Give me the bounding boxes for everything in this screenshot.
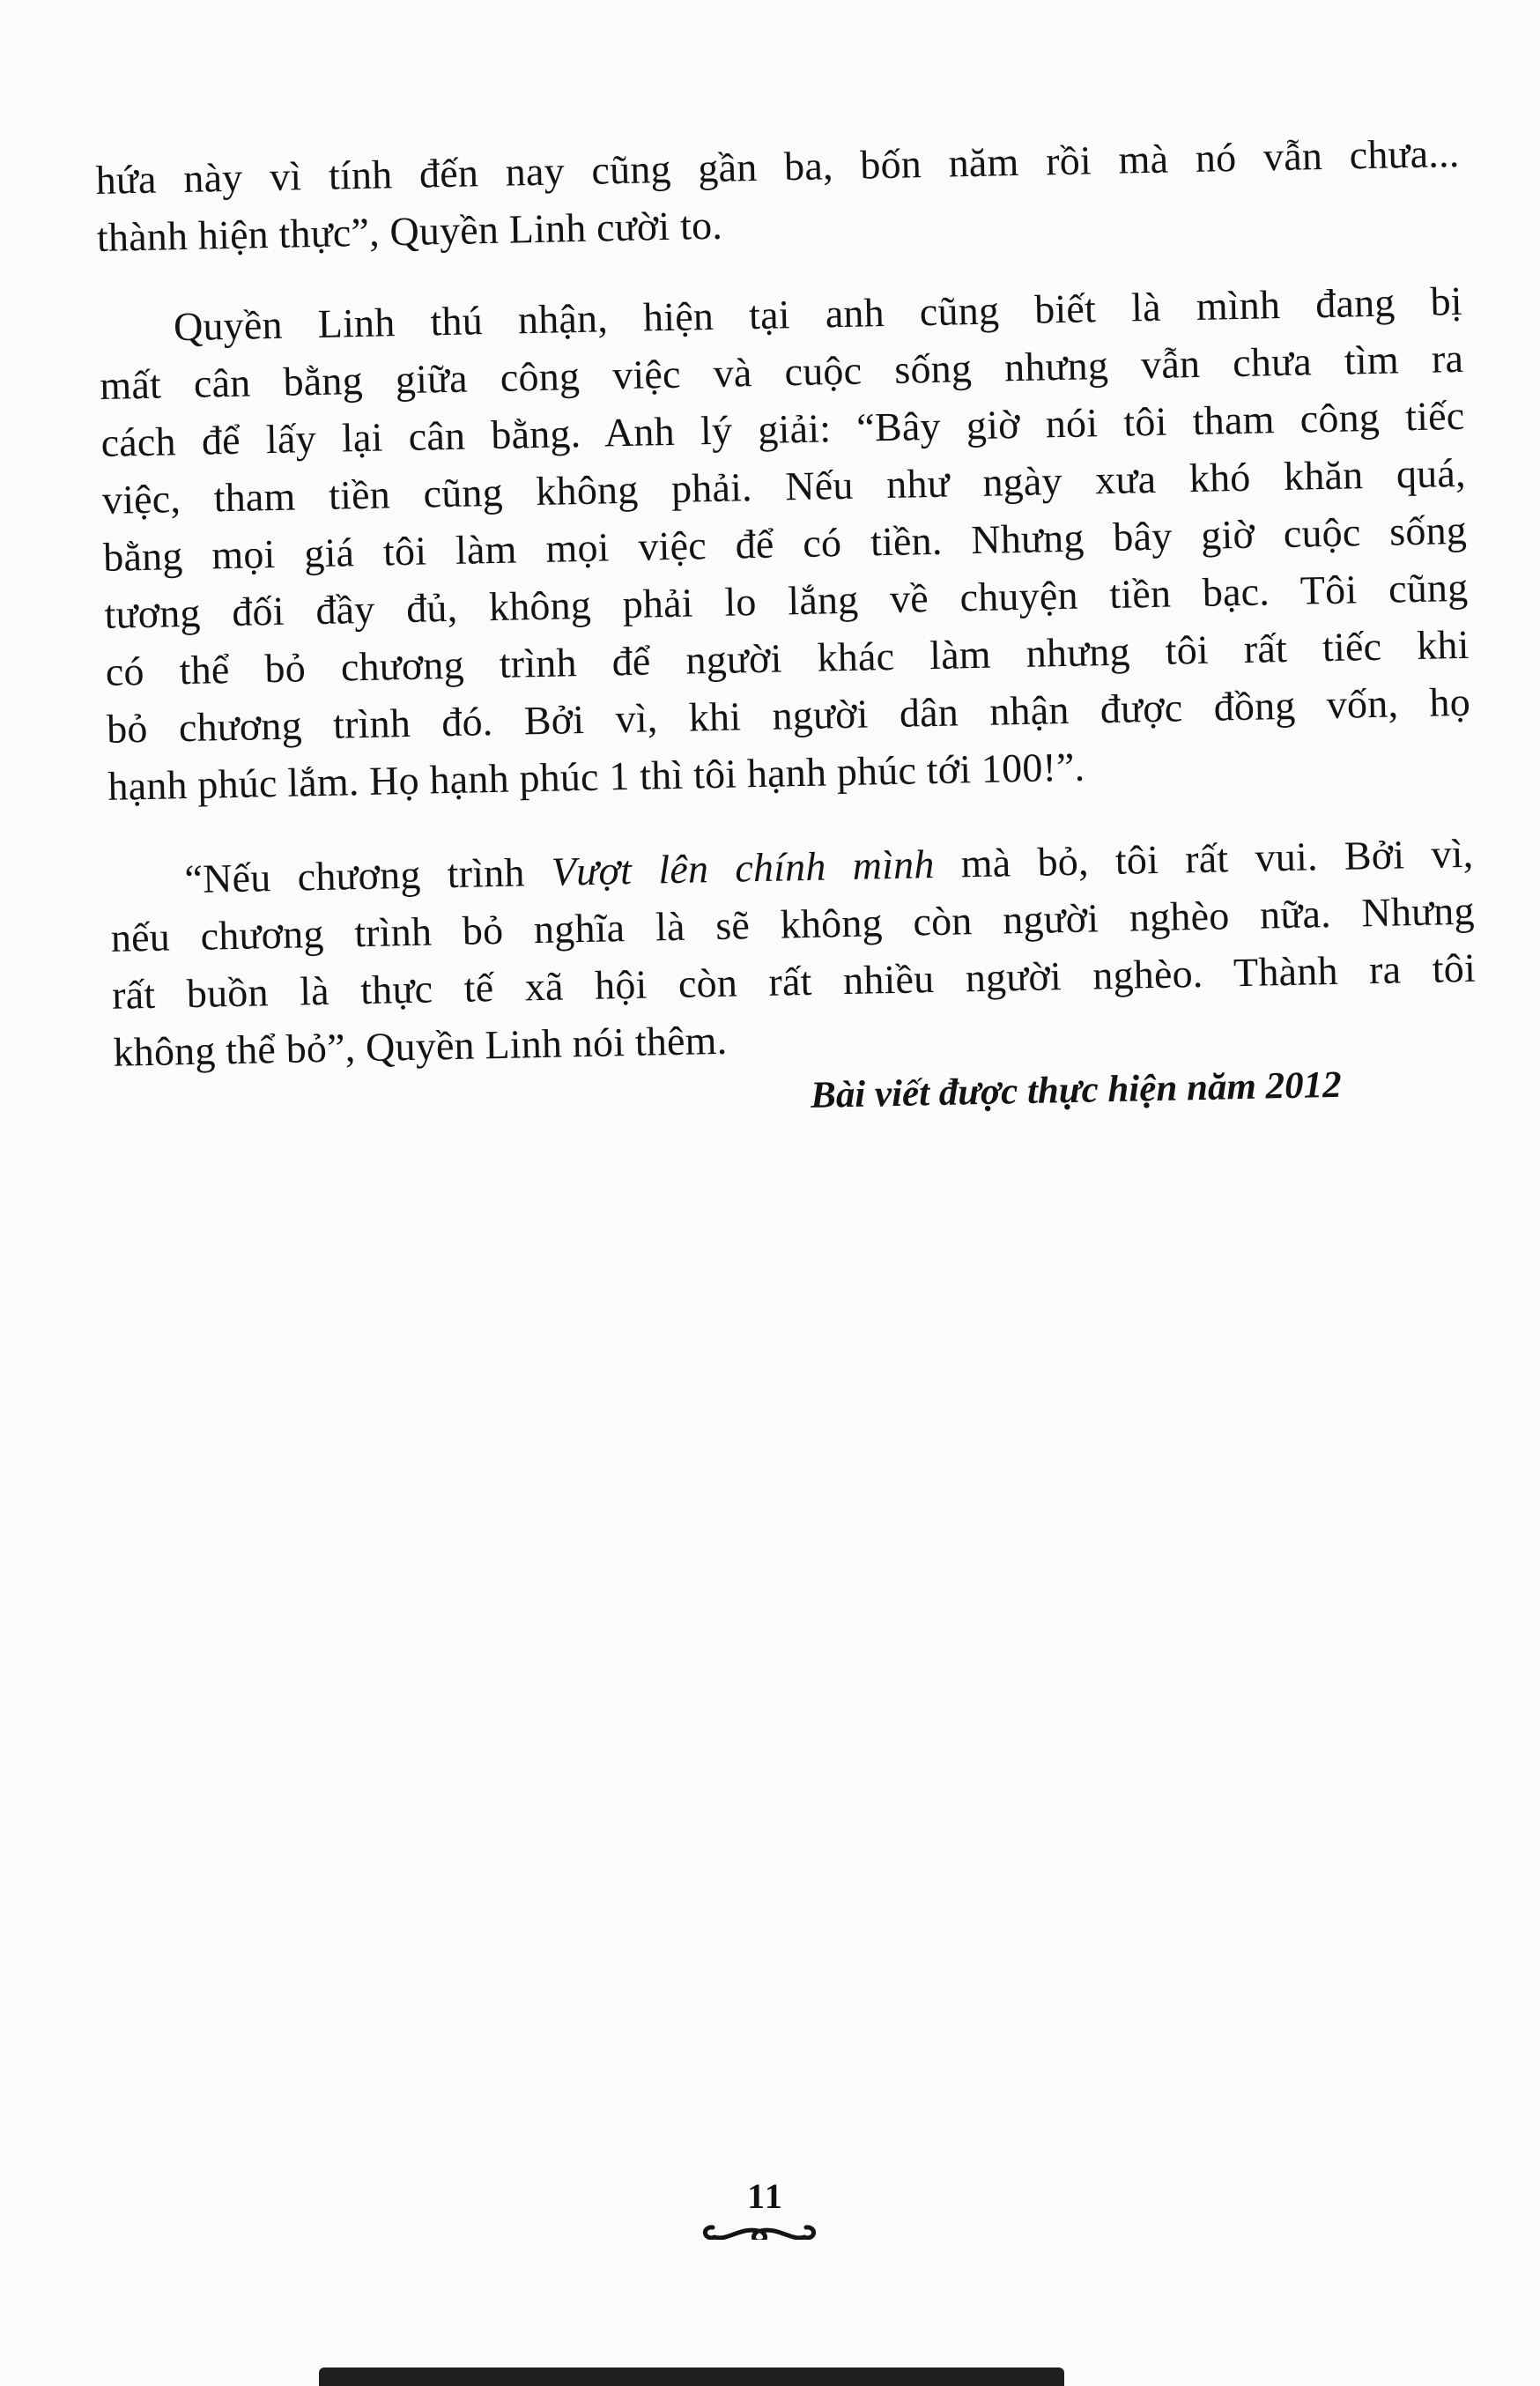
text-segment: mà bỏ, tôi rất vui. Bởi vì, [934, 830, 1474, 887]
flourish-icon [0, 2210, 1540, 2244]
paragraph [109, 825, 1477, 1081]
text-line: bằng mọi giá tôi làm mọi việc để có tiền. Nhưng bây giờ cuộc sống [102, 507, 1468, 580]
text-block [95, 124, 1478, 1139]
paragraph [95, 124, 1461, 266]
text-line: thành hiện thực”, Quyền Linh cười to. [96, 202, 723, 260]
text-line: Quyền Linh thú nhận, hiện tại anh cũng biết là mình đang bị [173, 278, 1463, 350]
text-line: nếu chương trình bỏ nghĩa là sẽ không còn người nghèo nữa. Nhưng [110, 887, 1476, 960]
text-line: mất cân bằng giữa công việc và cuộc sống nhưng vẫn chưa tìm ra [99, 335, 1464, 408]
scan-artifact-bar [319, 2367, 1064, 2386]
program-title-italic: Vượt lên chính mình [551, 841, 936, 894]
text-line: rất buồn là thực tế xã hội còn rất nhiều người nghèo. Thành ra tôi [111, 945, 1477, 1018]
text-line: việc, tham tiền cũng không phải. Nếu như ngày xưa khó khăn quá, [101, 449, 1467, 522]
page-footer [0, 2178, 1540, 2244]
text-line: bỏ chương trình đó. Bởi vì, khi người dân nhận được đồng vốn, họ [106, 678, 1471, 752]
text-line: không thể bỏ”, Quyền Linh nói thêm. [113, 1017, 728, 1075]
text-line: hạnh phúc lắm. Họ hạnh phúc 1 thì tôi hạnh phúc tới 100!”. [107, 744, 1085, 809]
text-line: có thể bỏ chương trình để người khác làm nhưng tôi rất tiếc khi [105, 621, 1470, 694]
text-line: tương đối đầy đủ, không phải lo lắng về chuyện tiền bạc. Tôi cũng [104, 564, 1469, 637]
attribution-line: Bài viết được thực hiện năm 2012 [810, 1063, 1343, 1116]
paragraph [98, 272, 1471, 815]
text-line: cách để lấy lại cân bằng. Anh lý giải: “Bây giờ nói tôi tham công tiếc [100, 392, 1465, 465]
text-segment: “Nếu chương trình [184, 848, 552, 902]
page-number: 11 [747, 2176, 784, 2216]
text-line: hứa này vì tính đến nay cũng gần ba, bốn năm rồi mà nó vẫn chưa... [95, 130, 1460, 203]
